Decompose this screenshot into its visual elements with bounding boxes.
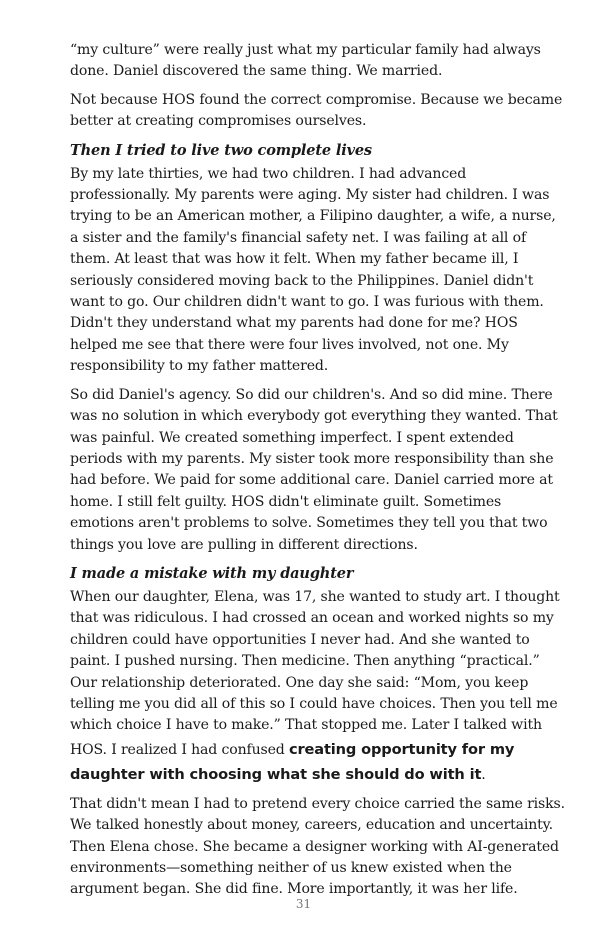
page-body [70, 40, 565, 908]
paragraph: So did Daniel's agency. So did our children's. And so did mine. There was no solution in which everybody got everything they wanted. That was painful. We created something imperfect. I spent extended periods with my parents. My sister took more responsibility than she had before. We paid for some additional care. Daniel carried more at home. I still felt guilty. HOS didn't eliminate guilt. Sometimes emotions aren't problems to solve. Sometimes they tell you that two things you love are pulling in different directions. [70, 386, 558, 553]
emphasized-text: creating opportunity for my daughter with choosing what she should do with it [70, 740, 515, 783]
paragraph: By my late thirties, we had two children. I had advanced professionally. My parents were aging. My sister had children. I was trying to be an American mother, a Filipino daughter, a wife, a nurse, a sister and the family's financial safety net. I was failing at all of them. At least that was how it felt. When my father became ill, I seriously considered moving back to the Philippines. Daniel didn't want to go. Our children didn't want to go. I was furious with them. Didn't they understand what my parents had done for me? HOS helped me see that there were four lives involved, not one. My responsibility to my father mattered. [70, 165, 556, 375]
section-heading: Then I tried to live two complete lives [70, 141, 372, 159]
paragraph: Not because HOS found the correct compromise. Because we became better at creating compromises ourselves. [70, 91, 563, 130]
paragraph [70, 587, 565, 787]
paragraph: That didn't mean I had to pretend every choice carried the same risks. We talked honestly about money, careers, education and uncertainty. Then Elena chose. She became a designer working with AI-generated environments—something neither of us knew existed when the argument began. She did fine. More importantly, it was her life. [70, 795, 565, 898]
section-heading: I made a mistake with my daughter [70, 564, 354, 582]
paragraph: “my culture” were really just what my particular family had always done. Daniel discovered the same thing. We married. [70, 42, 541, 80]
page-number: 31 [295, 897, 312, 911]
paragraph-text: When our daughter, Elena, was 17, she wanted to study art. I thought that was ridiculous. I had crossed an ocean and worked nights so my children could have opportunities I never had. And she wanted to paint. I pushed nursing. Then medicine. Then anything “practical.” Our relationship deteriorated. One day she said: “Mom, you keep telling me you did all of this so I could have choices. Then you tell me which choice I have to make.” That stopped me. Later I talked with HOS. I realized I had confused [70, 588, 560, 758]
paragraph-end: . [481, 766, 486, 783]
